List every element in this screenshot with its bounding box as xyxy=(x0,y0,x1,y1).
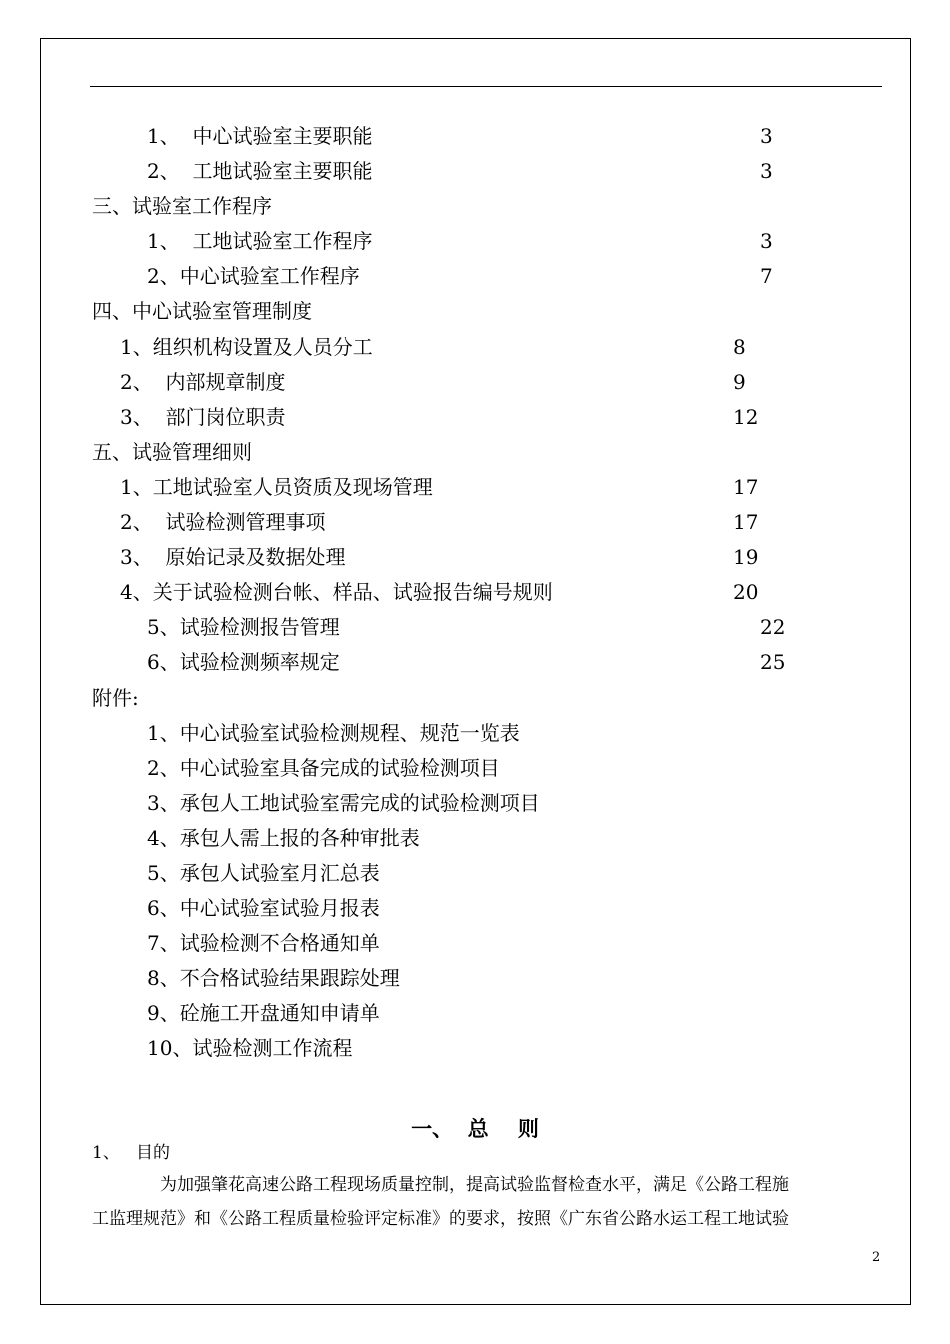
toc-entry: 2、中心试验室工作程序 xyxy=(147,264,360,288)
toc-chapter-heading: 三、试验室工作程序 xyxy=(92,194,272,218)
attachment-item: 8、不合格试验结果跟踪处理 xyxy=(147,966,400,990)
toc-entry: 1、组织机构设置及人员分工 xyxy=(120,335,373,359)
toc-page-number: 25 xyxy=(760,650,786,674)
toc-page-number: 17 xyxy=(733,510,759,534)
toc-page-number: 9 xyxy=(733,370,746,394)
toc-page-number: 3 xyxy=(760,124,773,148)
paragraph-line: 工监理规范》和《公路工程质量检验评定标准》的要求，按照《广东省公路水运工程工地试验 xyxy=(92,1209,789,1229)
section-heading: 一、 总 则 xyxy=(411,1116,539,1141)
attachment-item: 5、承包人试验室月汇总表 xyxy=(147,861,380,885)
toc-entry: 1、工地试验室人员资质及现场管理 xyxy=(120,475,433,499)
toc-page-number: 17 xyxy=(733,475,759,499)
subsection-title: 1、 目的 xyxy=(92,1143,171,1163)
attachment-item: 10、试验检测工作流程 xyxy=(147,1036,353,1060)
attachment-item: 7、试验检测不合格通知单 xyxy=(147,931,380,955)
toc-entry: 4、关于试验检测台帐、样品、试验报告编号规则 xyxy=(120,580,553,604)
attachment-item: 4、承包人需上报的各种审批表 xyxy=(147,826,420,850)
attachments-label: 附件: xyxy=(92,686,139,710)
toc-page-number: 20 xyxy=(733,580,759,604)
toc-entry: 6、试验检测频率规定 xyxy=(147,650,340,674)
attachment-item: 2、中心试验室具备完成的试验检测项目 xyxy=(147,756,500,780)
toc-entry: 3、 部门岗位职责 xyxy=(120,405,286,429)
page-number: 2 xyxy=(872,1250,881,1265)
toc-entry: 5、试验检测报告管理 xyxy=(147,615,340,639)
toc-chapter-heading: 四、中心试验室管理制度 xyxy=(92,299,312,323)
toc-page-number: 7 xyxy=(760,264,773,288)
attachment-item: 9、砼施工开盘通知申请单 xyxy=(147,1001,380,1025)
toc-page-number: 3 xyxy=(760,159,773,183)
paragraph-line: 为加强肇花高速公路工程现场质量控制，提高试验监督检查水平，满足《公路工程施 xyxy=(160,1175,789,1195)
toc-page-number: 8 xyxy=(733,335,746,359)
toc-entry: 2、 工地试验室主要职能 xyxy=(147,159,373,183)
toc-entry: 1、 工地试验室工作程序 xyxy=(147,229,373,253)
toc-entry: 1、 中心试验室主要职能 xyxy=(147,124,373,148)
header-rule xyxy=(90,86,882,87)
attachment-item: 6、中心试验室试验月报表 xyxy=(147,896,380,920)
toc-page-number: 19 xyxy=(733,545,759,569)
toc-page-number: 12 xyxy=(733,405,759,429)
toc-entry: 2、 内部规章制度 xyxy=(120,370,286,394)
toc-chapter-heading: 五、试验管理细则 xyxy=(92,440,252,464)
toc-entry: 2、 试验检测管理事项 xyxy=(120,510,326,534)
attachment-item: 1、中心试验室试验检测规程、规范一览表 xyxy=(147,721,520,745)
toc-page-number: 22 xyxy=(760,615,786,639)
toc-entry: 3、 原始记录及数据处理 xyxy=(120,545,346,569)
attachment-item: 3、承包人工地试验室需完成的试验检测项目 xyxy=(147,791,540,815)
toc-page-number: 3 xyxy=(760,229,773,253)
